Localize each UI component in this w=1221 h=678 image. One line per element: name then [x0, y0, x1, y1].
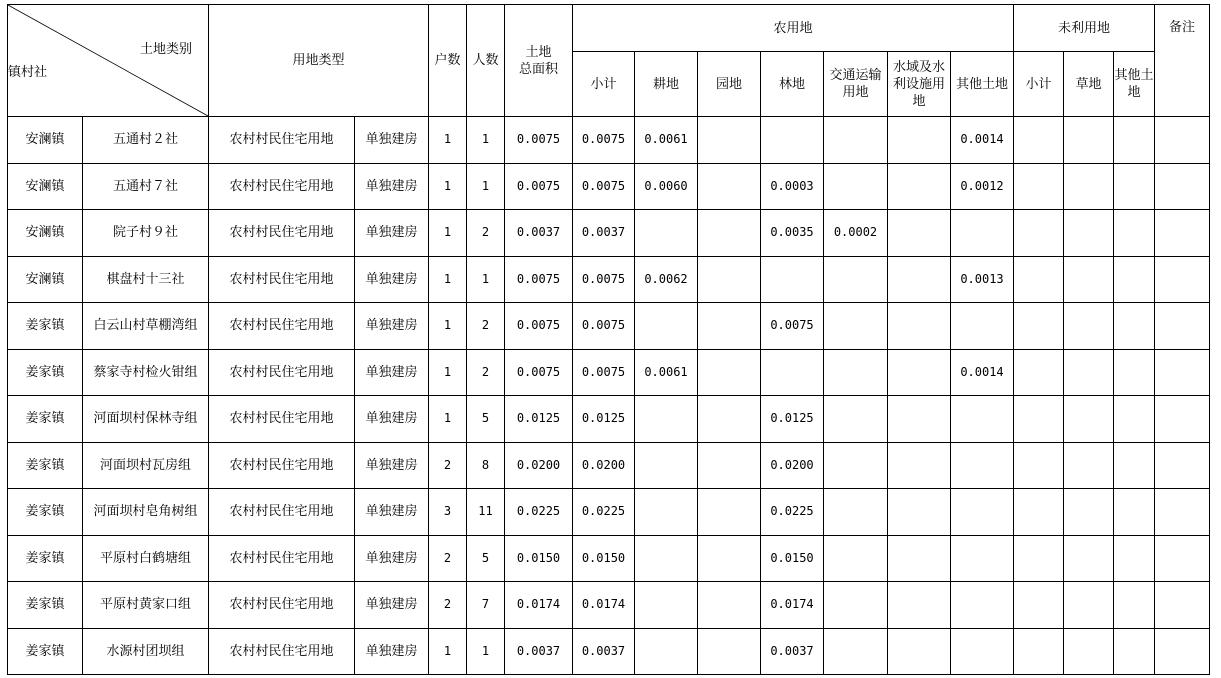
- unused-other-cell: [1114, 210, 1155, 257]
- total-area-cell: 0.0037: [505, 210, 573, 257]
- unused-other-cell: [1114, 628, 1155, 675]
- land-use-cell: 农村村民住宅用地: [209, 489, 355, 536]
- land-use-cell: 农村村民住宅用地: [209, 117, 355, 164]
- people-header: 人数: [467, 5, 505, 117]
- village-cell: 河面坝村皂角树组: [83, 489, 209, 536]
- table-row: [8, 396, 1210, 443]
- people-cell: 2: [467, 210, 505, 257]
- people-cell: 1: [467, 163, 505, 210]
- unused-other-cell: [1114, 396, 1155, 443]
- remark-cell: [1155, 535, 1210, 582]
- build-type-cell: 单独建房: [355, 442, 429, 489]
- unused-subtotal-cell: [1014, 489, 1064, 536]
- people-cell: 7: [467, 582, 505, 629]
- unused-other-cell: [1114, 303, 1155, 350]
- table-row: [8, 256, 1210, 303]
- plough-land-cell: [635, 535, 698, 582]
- grassland-cell: [1064, 489, 1114, 536]
- garden-land-cell: [698, 349, 761, 396]
- build-type-cell: 单独建房: [355, 396, 429, 443]
- unused-other-cell: [1114, 349, 1155, 396]
- build-type-cell: 单独建房: [355, 535, 429, 582]
- town-cell: 姜家镇: [8, 628, 83, 675]
- remark-cell: [1155, 117, 1210, 164]
- table-row: [8, 489, 1210, 536]
- village-cell: 棋盘村十三社: [83, 256, 209, 303]
- other-land-cell: [951, 210, 1014, 257]
- town-cell: 姜家镇: [8, 303, 83, 350]
- people-cell: 11: [467, 489, 505, 536]
- table-body: [8, 117, 1210, 675]
- water-facility-cell: [888, 396, 951, 443]
- agri-land-header: 农用地: [573, 5, 1014, 52]
- grassland-cell: [1064, 442, 1114, 489]
- garden-land-cell: [698, 210, 761, 257]
- agri-subtotal-cell: 0.0075: [573, 256, 635, 303]
- village-cell: 河面坝村保林寺组: [83, 396, 209, 443]
- other-land-cell: [951, 535, 1014, 582]
- forest-land-cell: [761, 117, 824, 164]
- unused-other-header: 其他土地: [1114, 52, 1155, 117]
- remark-cell: [1155, 396, 1210, 443]
- town-cell: 姜家镇: [8, 349, 83, 396]
- forest-land-cell: 0.0037: [761, 628, 824, 675]
- water-facility-cell: [888, 628, 951, 675]
- other-land-cell: [951, 628, 1014, 675]
- unused-subtotal-cell: [1014, 535, 1064, 582]
- village-cell: 五通村２社: [83, 117, 209, 164]
- agri-subtotal-cell: 0.0150: [573, 535, 635, 582]
- unused-other-cell: [1114, 489, 1155, 536]
- table-row: [8, 117, 1210, 164]
- water-facility-header: 水域及水利设施用地: [888, 52, 951, 117]
- traffic-land-cell: [824, 256, 888, 303]
- water-facility-cell: [888, 303, 951, 350]
- households-cell: 1: [429, 256, 467, 303]
- water-facility-cell: [888, 442, 951, 489]
- agri-subtotal-header: 小计: [573, 52, 635, 117]
- land-use-cell: 农村村民住宅用地: [209, 396, 355, 443]
- plough-land-cell: [635, 210, 698, 257]
- remark-header: 备注: [1155, 5, 1210, 117]
- households-cell: 1: [429, 396, 467, 443]
- table-row: [8, 442, 1210, 489]
- unused-subtotal-cell: [1014, 210, 1064, 257]
- households-header: 户数: [429, 5, 467, 117]
- agri-subtotal-cell: 0.0125: [573, 396, 635, 443]
- people-cell: 1: [467, 628, 505, 675]
- plough-land-cell: 0.0062: [635, 256, 698, 303]
- build-type-cell: 单独建房: [355, 582, 429, 629]
- total-area-header: 土地 总面积: [505, 5, 573, 117]
- land-use-cell: 农村村民住宅用地: [209, 535, 355, 582]
- remark-cell: [1155, 256, 1210, 303]
- plough-land-cell: [635, 396, 698, 443]
- people-cell: 5: [467, 535, 505, 582]
- land-use-cell: 农村村民住宅用地: [209, 628, 355, 675]
- garden-land-cell: [698, 442, 761, 489]
- unused-subtotal-cell: [1014, 582, 1064, 629]
- table-header: [8, 5, 1210, 117]
- forest-land-cell: [761, 349, 824, 396]
- garden-land-cell: [698, 628, 761, 675]
- plough-land-cell: [635, 582, 698, 629]
- total-area-cell: 0.0075: [505, 349, 573, 396]
- build-type-cell: 单独建房: [355, 163, 429, 210]
- remark-cell: [1155, 582, 1210, 629]
- garden-land-cell: [698, 117, 761, 164]
- people-cell: 1: [467, 256, 505, 303]
- land-use-cell: 农村村民住宅用地: [209, 256, 355, 303]
- total-area-cell: 0.0150: [505, 535, 573, 582]
- garden-land-cell: [698, 303, 761, 350]
- households-cell: 2: [429, 582, 467, 629]
- water-facility-cell: [888, 535, 951, 582]
- plough-land-cell: [635, 442, 698, 489]
- total-area-cell: 0.0075: [505, 256, 573, 303]
- grassland-cell: [1064, 349, 1114, 396]
- grassland-cell: [1064, 210, 1114, 257]
- build-type-cell: 单独建房: [355, 117, 429, 164]
- people-cell: 2: [467, 303, 505, 350]
- households-cell: 1: [429, 210, 467, 257]
- total-area-cell: 0.0075: [505, 117, 573, 164]
- table-row: [8, 535, 1210, 582]
- unused-subtotal-cell: [1014, 396, 1064, 443]
- grassland-cell: [1064, 628, 1114, 675]
- unused-subtotal-cell: [1014, 256, 1064, 303]
- village-cell: 五通村７社: [83, 163, 209, 210]
- unused-subtotal-header: 小计: [1014, 52, 1064, 117]
- other-land-cell: [951, 489, 1014, 536]
- agri-subtotal-cell: 0.0200: [573, 442, 635, 489]
- water-facility-cell: [888, 349, 951, 396]
- agri-subtotal-cell: 0.0075: [573, 163, 635, 210]
- water-facility-cell: [888, 117, 951, 164]
- town-cell: 姜家镇: [8, 582, 83, 629]
- traffic-land-cell: [824, 582, 888, 629]
- households-cell: 1: [429, 117, 467, 164]
- unused-subtotal-cell: [1014, 163, 1064, 210]
- total-area-cell: 0.0200: [505, 442, 573, 489]
- remark-cell: [1155, 442, 1210, 489]
- remark-cell: [1155, 163, 1210, 210]
- remark-cell: [1155, 210, 1210, 257]
- plough-land-cell: 0.0061: [635, 117, 698, 164]
- other-land-header: 其他土地: [951, 52, 1014, 117]
- town-cell: 安澜镇: [8, 117, 83, 164]
- village-cell: 蔡家寺村检火钳组: [83, 349, 209, 396]
- households-cell: 1: [429, 349, 467, 396]
- table-row: [8, 349, 1210, 396]
- unused-subtotal-cell: [1014, 117, 1064, 164]
- land-use-cell: 农村村民住宅用地: [209, 442, 355, 489]
- garden-land-cell: [698, 396, 761, 443]
- forest-land-cell: 0.0225: [761, 489, 824, 536]
- other-land-cell: 0.0012: [951, 163, 1014, 210]
- town-cell: 安澜镇: [8, 256, 83, 303]
- land-use-cell: 农村村民住宅用地: [209, 163, 355, 210]
- forest-land-cell: 0.0035: [761, 210, 824, 257]
- land-use-cell: 农村村民住宅用地: [209, 210, 355, 257]
- remark-cell: [1155, 349, 1210, 396]
- forest-land-cell: 0.0200: [761, 442, 824, 489]
- land-type-header: 用地类型: [209, 5, 429, 117]
- other-land-cell: [951, 582, 1014, 629]
- table-row: [8, 582, 1210, 629]
- forest-land-cell: 0.0150: [761, 535, 824, 582]
- other-land-cell: 0.0013: [951, 256, 1014, 303]
- village-cell: 水源村团坝组: [83, 628, 209, 675]
- households-cell: 1: [429, 163, 467, 210]
- households-cell: 2: [429, 442, 467, 489]
- plough-land-cell: [635, 303, 698, 350]
- garden-land-cell: [698, 535, 761, 582]
- town-cell: 姜家镇: [8, 396, 83, 443]
- traffic-land-cell: [824, 535, 888, 582]
- town-cell: 姜家镇: [8, 489, 83, 536]
- village-cell: 白云山村草棚湾组: [83, 303, 209, 350]
- grassland-header: 草地: [1064, 52, 1114, 117]
- water-facility-cell: [888, 489, 951, 536]
- land-use-cell: 农村村民住宅用地: [209, 582, 355, 629]
- people-cell: 5: [467, 396, 505, 443]
- other-land-cell: [951, 303, 1014, 350]
- agri-subtotal-cell: 0.0075: [573, 117, 635, 164]
- forest-land-cell: 0.0003: [761, 163, 824, 210]
- town-cell: 姜家镇: [8, 442, 83, 489]
- agri-subtotal-cell: 0.0075: [573, 349, 635, 396]
- total-area-cell: 0.0225: [505, 489, 573, 536]
- garden-land-header: 园地: [698, 52, 761, 117]
- unused-other-cell: [1114, 163, 1155, 210]
- build-type-cell: 单独建房: [355, 210, 429, 257]
- households-cell: 3: [429, 489, 467, 536]
- unused-other-cell: [1114, 256, 1155, 303]
- village-cell: 院子村９社: [83, 210, 209, 257]
- land-use-cell: 农村村民住宅用地: [209, 303, 355, 350]
- grassland-cell: [1064, 582, 1114, 629]
- forest-land-header: 林地: [761, 52, 824, 117]
- people-cell: 2: [467, 349, 505, 396]
- garden-land-cell: [698, 256, 761, 303]
- traffic-land-cell: 0.0002: [824, 210, 888, 257]
- water-facility-cell: [888, 163, 951, 210]
- unused-other-cell: [1114, 117, 1155, 164]
- table-row: [8, 210, 1210, 257]
- diagonal-line: [8, 5, 208, 116]
- households-cell: 1: [429, 628, 467, 675]
- village-cell: 河面坝村瓦房组: [83, 442, 209, 489]
- plough-land-header: 耕地: [635, 52, 698, 117]
- table-row: [8, 303, 1210, 350]
- people-cell: 8: [467, 442, 505, 489]
- unused-subtotal-cell: [1014, 303, 1064, 350]
- people-cell: 1: [467, 117, 505, 164]
- agri-subtotal-cell: 0.0225: [573, 489, 635, 536]
- agri-subtotal-cell: 0.0075: [573, 303, 635, 350]
- unused-land-header: 未利用地: [1014, 5, 1155, 52]
- build-type-cell: 单独建房: [355, 628, 429, 675]
- town-cell: 姜家镇: [8, 535, 83, 582]
- unused-subtotal-cell: [1014, 442, 1064, 489]
- traffic-land-cell: [824, 628, 888, 675]
- village-cell: 平原村黄家口组: [83, 582, 209, 629]
- grassland-cell: [1064, 535, 1114, 582]
- traffic-land-cell: [824, 349, 888, 396]
- forest-land-cell: [761, 256, 824, 303]
- water-facility-cell: [888, 210, 951, 257]
- forest-land-cell: 0.0075: [761, 303, 824, 350]
- households-cell: 1: [429, 303, 467, 350]
- grassland-cell: [1064, 163, 1114, 210]
- town-cell: 安澜镇: [8, 210, 83, 257]
- total-area-cell: 0.0075: [505, 163, 573, 210]
- land-category-label: 土地类别: [139, 42, 192, 57]
- water-facility-cell: [888, 256, 951, 303]
- total-area-cell: 0.0174: [505, 582, 573, 629]
- total-area-cell: 0.0075: [505, 303, 573, 350]
- land-use-cell: 农村村民住宅用地: [209, 349, 355, 396]
- garden-land-cell: [698, 582, 761, 629]
- grassland-cell: [1064, 117, 1114, 164]
- grassland-cell: [1064, 396, 1114, 443]
- land-use-table: [7, 4, 1210, 675]
- plough-land-cell: [635, 489, 698, 536]
- build-type-cell: 单独建房: [355, 303, 429, 350]
- remark-cell: [1155, 303, 1210, 350]
- total-area-cell: 0.0125: [505, 396, 573, 443]
- table-row: [8, 628, 1210, 675]
- build-type-cell: 单独建房: [355, 256, 429, 303]
- agri-subtotal-cell: 0.0174: [573, 582, 635, 629]
- unused-subtotal-cell: [1014, 628, 1064, 675]
- other-land-cell: [951, 396, 1014, 443]
- plough-land-cell: [635, 628, 698, 675]
- remark-cell: [1155, 489, 1210, 536]
- traffic-land-cell: [824, 396, 888, 443]
- grassland-cell: [1064, 256, 1114, 303]
- traffic-land-cell: [824, 163, 888, 210]
- village-cell: 平原村白鹤塘组: [83, 535, 209, 582]
- remark-cell: [1155, 628, 1210, 675]
- agri-subtotal-cell: 0.0037: [573, 628, 635, 675]
- garden-land-cell: [698, 163, 761, 210]
- forest-land-cell: 0.0174: [761, 582, 824, 629]
- agri-subtotal-cell: 0.0037: [573, 210, 635, 257]
- build-type-cell: 单独建房: [355, 489, 429, 536]
- unused-subtotal-cell: [1014, 349, 1064, 396]
- traffic-land-cell: [824, 303, 888, 350]
- traffic-land-cell: [824, 442, 888, 489]
- plough-land-cell: 0.0060: [635, 163, 698, 210]
- traffic-land-cell: [824, 489, 888, 536]
- plough-land-cell: 0.0061: [635, 349, 698, 396]
- forest-land-cell: 0.0125: [761, 396, 824, 443]
- town-cell: 安澜镇: [8, 163, 83, 210]
- households-cell: 2: [429, 535, 467, 582]
- grassland-cell: [1064, 303, 1114, 350]
- diagonal-header-cell: [8, 5, 209, 117]
- other-land-cell: 0.0014: [951, 117, 1014, 164]
- unused-other-cell: [1114, 582, 1155, 629]
- traffic-land-cell: [824, 117, 888, 164]
- unused-other-cell: [1114, 535, 1155, 582]
- traffic-land-header: 交通运输用地: [824, 52, 888, 117]
- build-type-cell: 单独建房: [355, 349, 429, 396]
- garden-land-cell: [698, 489, 761, 536]
- other-land-cell: [951, 442, 1014, 489]
- total-area-cell: 0.0037: [505, 628, 573, 675]
- other-land-cell: 0.0014: [951, 349, 1014, 396]
- table-row: [8, 163, 1210, 210]
- unused-other-cell: [1114, 442, 1155, 489]
- town-village-label: 镇村社: [8, 65, 48, 80]
- water-facility-cell: [888, 582, 951, 629]
